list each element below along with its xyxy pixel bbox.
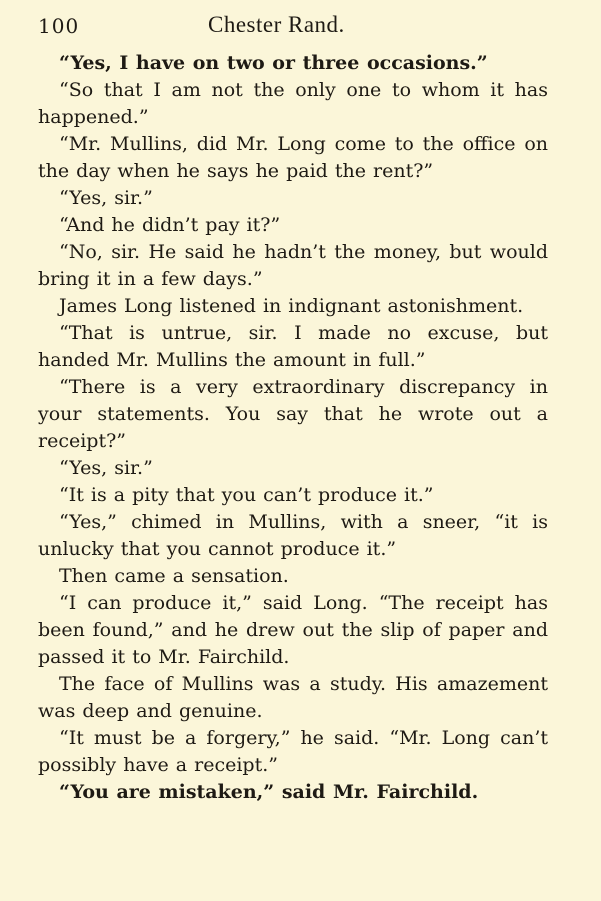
paragraph-15: The face of Mullins was a study. His amazement was deep and genuine.	[38, 673, 548, 722]
paragraph-7: James Long listened in indignant astonishment.	[59, 295, 524, 317]
body-text	[38, 50, 548, 806]
paragraph-16: “It must be a forgery,” he said. “Mr. Long can’t possibly have a receipt.”	[38, 727, 548, 776]
paragraph-3: “Mr. Mullins, did Mr. Long come to the office on the day when he says he paid the rent?”	[38, 133, 548, 182]
paragraph-11: “It is a pity that you can’t produce it.”	[59, 484, 434, 506]
running-title: Chester Rand.	[208, 12, 345, 37]
paragraph-8: “That is untrue, sir. I made no excuse, but handed Mr. Mullins the amount in full.”	[38, 322, 548, 371]
paragraph-12: “Yes,” chimed in Mullins, with a sneer, “it is unlucky that you cannot produce it.”	[38, 511, 548, 560]
paragraph-1: “Yes, I have on two or three occasions.”	[59, 52, 488, 74]
paragraph-9: “There is a very extraordinary discrepancy in your statements. You say that he wrote out a receipt?”	[38, 376, 548, 452]
page-header	[38, 8, 558, 40]
paragraph-6: “No, sir. He said he hadn’t the money, but would bring it in a few days.”	[38, 241, 548, 290]
paragraph-5: “And he didn’t pay it?”	[59, 214, 281, 236]
paragraph-2: “So that I am not the only one to whom it has happened.”	[38, 79, 548, 128]
paragraph-4: “Yes, sir.”	[59, 187, 153, 209]
page-number: 100	[38, 14, 80, 38]
paragraph-13: Then came a sensation.	[59, 565, 289, 587]
paragraph-14: “I can produce it,” said Long. “The receipt has been found,” and he drew out the slip of paper and passed it to Mr. Fairchild.	[38, 592, 548, 668]
paragraph-10: “Yes, sir.”	[59, 457, 153, 479]
paragraph-17: “You are mistaken,” said Mr. Fairchild.	[59, 781, 479, 803]
